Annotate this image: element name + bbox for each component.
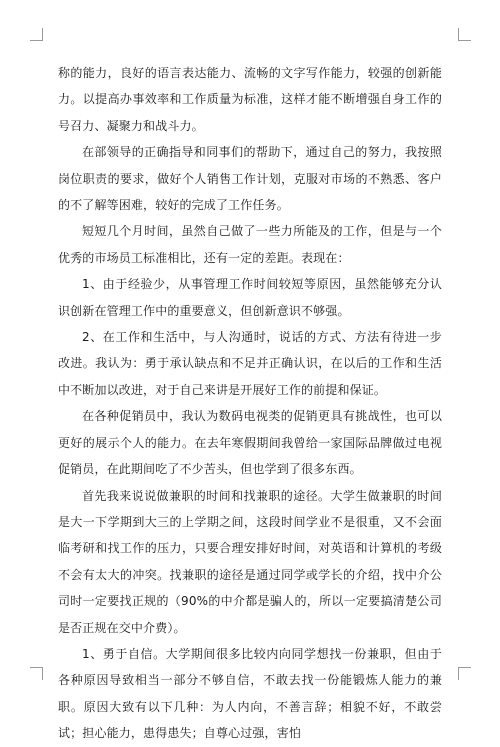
document-body: [58, 60, 442, 747]
crop-mark-bottom-left: [30, 667, 43, 680]
crop-mark-bottom-right: [458, 667, 471, 680]
paragraph-3: 短短几个月时间，虽然自己做了一些力所能及的工作，但是与一个优秀的市场员工标准相比，还有一定的差距。表现在：: [58, 224, 442, 265]
paragraph-2: 在部领导的正确指导和同事们的帮助下，通过自己的努力，我按照岗位职责的要求，做好个人销售工作计划，克服对市场的不熟悉、客户的不了解等困难，较好的完成了工作任务。: [58, 145, 442, 213]
crop-mark-top-left: [30, 28, 43, 41]
paragraph-6: 在各种促销员中，我认为数码电视类的促销更具有挑战性，也可以更好的展示个人的能力。在去年寒假期间我曾给一家国际品牌做过电视促销员，在此期间吃了不少苦头，但也学到了很多东西。: [58, 409, 442, 477]
paragraph-5: 2、在工作和生活中，与人沟通时，说话的方式、方法有待进一步改进。我认为：勇于承认缺点和不足并正确认识，在以后的工作和生活中不断加以改进，对于自己来讲是开展好工作的前提和保证。: [58, 330, 442, 397]
paragraph-7: 首先我来说说做兼职的时间和找兼职的途径。大学生做兼职的时间是大一下学期到大三的上学期之间，这段时间学业不是很重，又不会面临考研和找工作的压力，只要合理安排好时间，对英语和计算机的考级不会有太大的冲突。找兼职的途径是通过同学或学长的介绍，找中介公司时一定要找正规的（90%的中介都是骗人的，所以一定要搞清楚公司是否正规在交中介费）。: [58, 488, 442, 635]
paragraph-4: 1、由于经验少，从事管理工作时间较短等原因，虽然能够充分认识创新在管理工作中的重要意义，但创新意识不够强。: [58, 277, 442, 318]
crop-mark-top-right: [458, 28, 471, 41]
paragraph-1: 称的能力，良好的语言表达能力、流畅的文字写作能力，较强的创新能力。以提高办事效率和工作质量为标准，这样才能不断增强自身工作的号召力、凝聚力和战斗力。: [58, 66, 442, 133]
paragraph-8: 1、勇于自信。大学期间很多比较内向同学想找一份兼职，但由于各种原因导致相当一部分不够自信，不敢去找一份能锻炼人能力的兼职。原因大致有以下几种：为人内向，不善言辞；相貌不好，不敢尝试；担心能力，患得患失；自尊心过强，害怕: [58, 646, 442, 741]
